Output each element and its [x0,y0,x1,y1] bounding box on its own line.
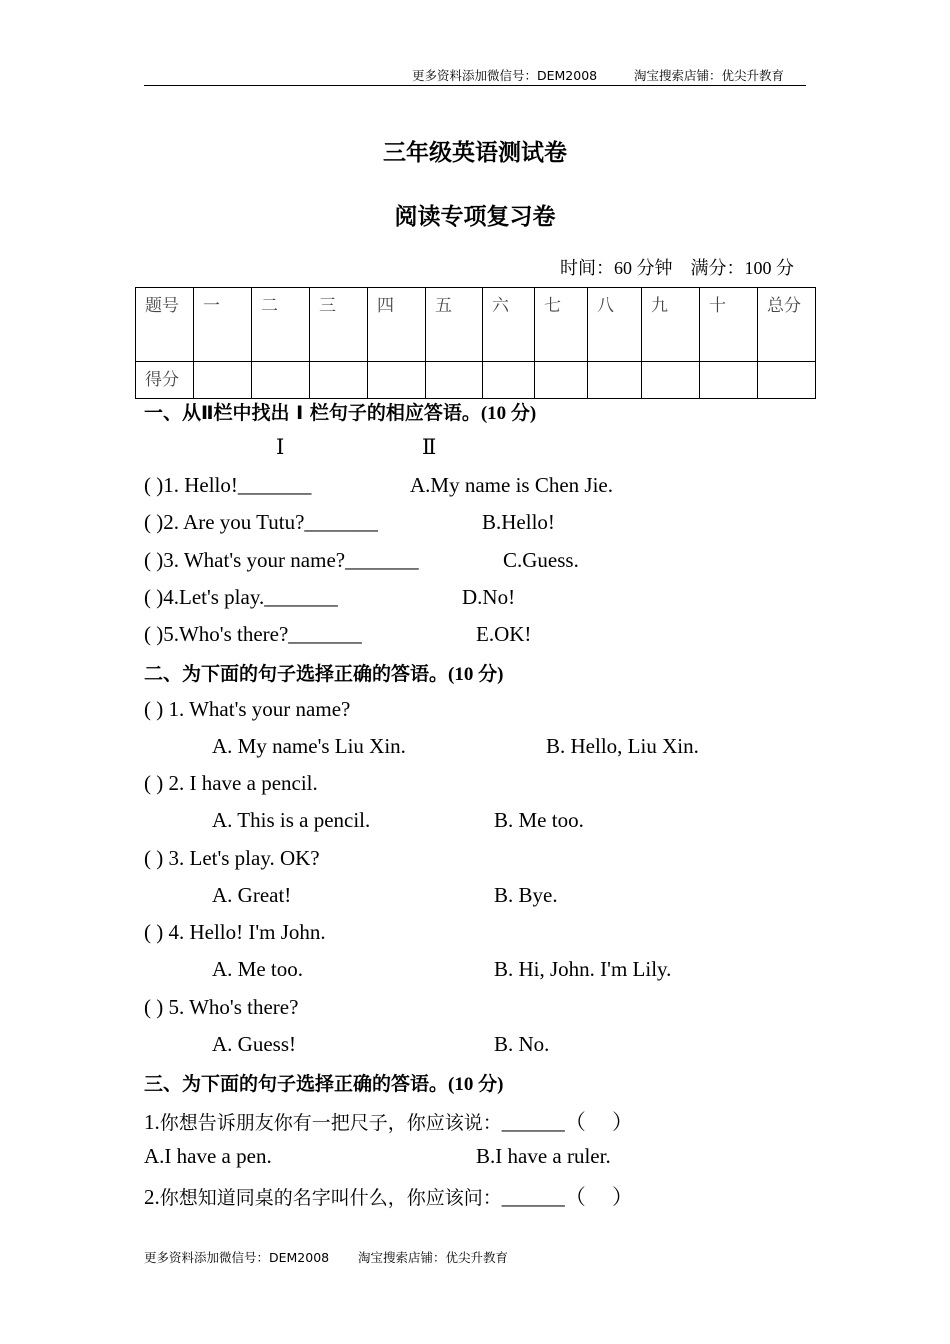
section2-option-a: A. Me too. [212,957,303,981]
score-header-cell: 总分 [758,288,816,362]
section1-question: ( )3. What's your name?_______ [144,548,419,572]
section2-option-a: A. My name's Liu Xin. [212,734,406,758]
score-cell[interactable] [700,362,758,399]
footer-wechat: 更多资料添加微信号：DEM2008 [144,1250,330,1265]
score-cell[interactable] [642,362,700,399]
score-header-cell: 八 [588,288,642,362]
footer-taobao: 淘宝搜索店铺：优尖升教育 [358,1250,509,1265]
header-taobao: 淘宝搜索店铺：优尖升教育 [634,68,785,83]
header-wechat: 更多资料添加微信号：DEM2008 [412,68,598,83]
score-table [135,287,816,399]
section2-question: ( ) 4. Hello! I'm John. [144,920,326,944]
section2-question: ( ) 2. I have a pencil. [144,771,318,795]
section2-option-a: A. Guess! [212,1032,296,1056]
section3-heading [144,1069,503,1096]
section1-col1-label: Ⅰ [276,435,285,459]
score-cell[interactable] [426,362,483,399]
section2-question: ( ) 5. Who's there? [144,995,299,1019]
section1-heading [144,398,536,425]
section3-option-b: B.I have a ruler. [476,1144,611,1168]
section2-title: 二、为下面的句子选择正确的答语。 [144,663,449,685]
answer-blank: ______（ ） [501,1185,634,1209]
score-header-cell: 七 [535,288,588,362]
section1-points: (10 分) [480,403,537,424]
section3-points: (10 分) [448,1074,504,1095]
section2-question: ( ) 1. What's your name? [144,697,351,721]
score-cell[interactable] [535,362,588,399]
score-header-cell: 十 [700,288,758,362]
section2-option-b: B. Hello, Liu Xin. [546,734,699,758]
score-cell[interactable] [588,362,642,399]
page-subtitle: 阅读专项复习卷 [394,204,556,230]
score-row-label: 得分 [136,362,194,399]
section1-answer: E.OK! [476,622,532,646]
section3-question-1 [144,1106,633,1136]
section2-option-b: B. Me too. [494,808,584,832]
section2-question: ( ) 3. Let's play. OK? [144,846,320,870]
page-title: 三年级英语测试卷 [383,140,567,166]
section1-answer: A.My name is Chen Jie. [410,473,613,497]
question-text: 你想告诉朋友你有一把尺子，你应该说： [159,1112,502,1134]
section2-option-b: B. Bye. [494,883,558,907]
score-header-cell: 四 [368,288,426,362]
section2-option-b: B. No. [494,1032,550,1056]
section1-title: 一、从Ⅱ栏中找出 I 栏句子的相应答语。 [144,402,481,424]
header-rule [144,85,806,86]
section1-col2-label: Ⅱ [422,435,437,459]
section3-title: 三、为下面的句子选择正确的答语。 [144,1073,449,1095]
question-number: 1. [144,1110,160,1134]
score-header-cell: 五 [426,288,483,362]
section1-question: ( )1. Hello!_______ [144,473,312,497]
section1-question: ( )2. Are you Tutu?_______ [144,510,378,534]
section2-option-a: A. This is a pencil. [212,808,371,832]
question-number: 2. [144,1185,160,1209]
section1-answer: B.Hello! [482,510,555,534]
section2-heading [144,659,503,686]
section1-answer: C.Guess. [503,548,579,572]
score-header-cell: 三 [310,288,368,362]
score-header-cell: 六 [483,288,535,362]
exam-info: 时间：60 分钟 满分：100 分 [560,258,794,278]
score-cell[interactable] [252,362,310,399]
section2-option-a: A. Great! [212,883,292,907]
score-header-cell: 一 [194,288,252,362]
score-header-cell: 二 [252,288,310,362]
score-header-cell: 九 [642,288,700,362]
section1-question: ( )5.Who's there?_______ [144,622,362,646]
section1-question: ( )4.Let's play._______ [144,585,338,609]
section2-points: (10 分) [448,664,504,685]
score-cell[interactable] [310,362,368,399]
section3-option-a: A.I have a pen. [144,1144,272,1168]
score-cell[interactable] [194,362,252,399]
section2-option-b: B. Hi, John. I'm Lily. [494,957,672,981]
answer-blank: ______（ ） [501,1110,634,1134]
score-header-cell: 题号 [136,288,194,362]
section1-answer: D.No! [462,585,516,609]
section3-question-2 [144,1181,633,1211]
question-text: 你想知道同桌的名字叫什么，你应该问： [159,1187,502,1209]
score-cell[interactable] [483,362,535,399]
score-cell[interactable] [758,362,816,399]
score-cell[interactable] [368,362,426,399]
